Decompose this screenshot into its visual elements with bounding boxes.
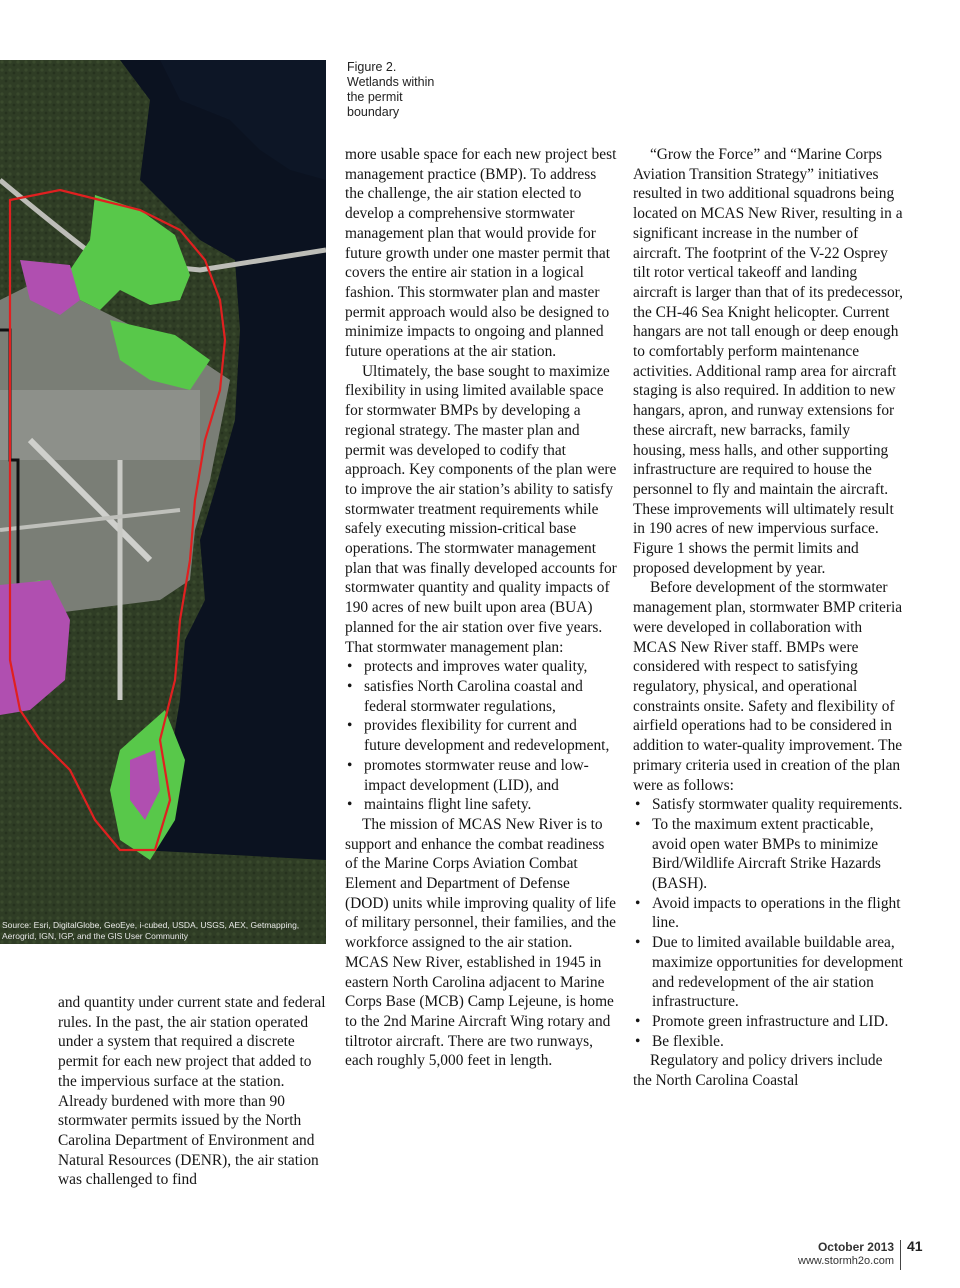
issue-date: October 2013	[817, 1240, 894, 1254]
page-number: 41	[907, 1238, 923, 1254]
list-item: • Be flexible.	[633, 1032, 905, 1052]
paragraph: more usable space for each new project best management practice (BMP). To address the challenge, the air station elected to develop a comprehensive stormwater management plan that would provide for future growth under one master permit that covers the entire air station in a logical fashion. This stormwater plan and master permit approach would also be designed to minimize impacts to ongoing and planned future operations at the air station.	[345, 146, 617, 361]
map-source-credit: Source: Esri, DigitalGlobe, GeoEye, i-cubed, USDA, USGS, AEX, Getmapping, Aerogrid, IGN, IGP, and the GIS User Community	[2, 920, 300, 941]
list-item: • Promote green infrastructure and LID.	[633, 1012, 905, 1032]
paragraph: The mission of MCAS New River is to support and enhance the combat readiness of the Marine Corps Aviation Combat Element and Department of Defense (DOD) units while improving quality of life of military personnel, their families, and the workforce assigned to the air station. MCAS New River, established in 1945 in eastern North Carolina adjacent to Marine Corps Base (MCB) Camp Lejeune, is home to the 2nd Marine Aircraft Wing rotary and tiltrotor aircraft. There are two runways, each roughly 5,000 feet in length.	[345, 815, 617, 1070]
plan-benefits-list	[345, 657, 617, 815]
criteria-list	[633, 795, 905, 1051]
list-item: • satisfies North Carolina coastal and federal stormwater regulations,	[345, 677, 617, 716]
paragraph: Regulatory and policy drivers include the North Carolina Coastal	[633, 1052, 883, 1090]
website-link[interactable]: www.stormh2o.com	[798, 1255, 894, 1267]
list-item: • promotes stormwater reuse and low-impact development (LID), and	[345, 756, 617, 795]
wetlands-map-image	[0, 60, 326, 944]
text-column-2	[345, 145, 617, 1071]
caption-line: boundary	[347, 105, 400, 119]
caption-line: the permit	[347, 90, 403, 104]
figure-caption	[347, 60, 457, 120]
paragraph: “Grow the Force” and “Marine Corps Aviation Transition Strategy” initiatives resulted in two additional squadrons being located on MCAS New River, resulting in a significant increase in the number of aircraft. The footprint of the V-22 Osprey tilt rotor vertical takeoff and landing aircraft is larger than that of its predecessor, the CH-46 Sea Knight helicopter. Current hangars are not tall enough or deep enough to comfortably perform maintenance activities. Additional ramp area for aircraft staging is also required. In addition to new hangars, apron, and runway extensions for these aircraft, new barracks, family housing, mess halls, and other supporting infrastructure are required to house the personnel to fly and maintain the aircraft. These improvements will ultimately result in 190 acres of new impervious surface. Figure 1 shows the permit limits and proposed development by year.	[633, 146, 904, 577]
list-item: • Satisfy stormwater quality requirements.	[633, 795, 905, 815]
list-item: • maintains flight line safety.	[345, 795, 617, 815]
list-item: • protects and improves water quality,	[345, 657, 617, 677]
paragraph: and quantity under current state and federal rules. In the past, the air station operated under a system that required a discrete permit for each new project that added to the impervious surface at the station. Already burdened with more than 90 stormwater permits issued by the North Carolina Department of Environment and Natural Resources (DENR), the air station was challenged to find	[58, 994, 326, 1189]
paragraph: Ultimately, the base sought to maximize flexibility in using limited available space for stormwater BMPs by developing a regional strategy. The master plan and permit was developed to codify that approach. Key components of the plan were to improve the air station’s ability to satisfy stormwater treatment requirements while safely executing mission-critical base operations. The stormwater management plan that was finally developed accounts for stormwater quantity and quality impacts of 190 acres of new built upon area (BUA) planned for the air station over five years. That stormwater management plan:	[345, 362, 617, 656]
list-item: • Avoid impacts to operations in the flight line.	[633, 894, 905, 933]
text-column-1	[58, 993, 326, 1190]
list-item: • To the maximum extent practicable, avoid open water BMPs to minimize Bird/Wildlife Aircraft Strike Hazards (BASH).	[633, 815, 905, 894]
footer-info	[798, 1240, 894, 1268]
wetlands-map-figure	[0, 60, 326, 944]
text-column-3	[633, 145, 905, 1091]
paragraph: Before development of the stormwater management plan, stormwater BMP criteria were developed in collaboration with MCAS New River staff. BMPs were considered with respect to satisfying regulatory, physical, and operational constraints onsite. Safety and flexibility of airfield operations had to be considered in addition to water-quality improvement. The primary criteria used in creation of the plan were as follows:	[633, 579, 903, 794]
apron-area	[0, 390, 200, 460]
list-item: • provides flexibility for current and future development and redevelopment,	[345, 716, 617, 755]
caption-line: Wetlands within	[347, 75, 435, 89]
footer-divider	[900, 1240, 901, 1270]
list-item: • Due to limited available buildable area, maximize opportunities for development and redevelopment of the air station infrastructure.	[633, 933, 905, 1012]
caption-line: Figure 2.	[347, 60, 397, 74]
